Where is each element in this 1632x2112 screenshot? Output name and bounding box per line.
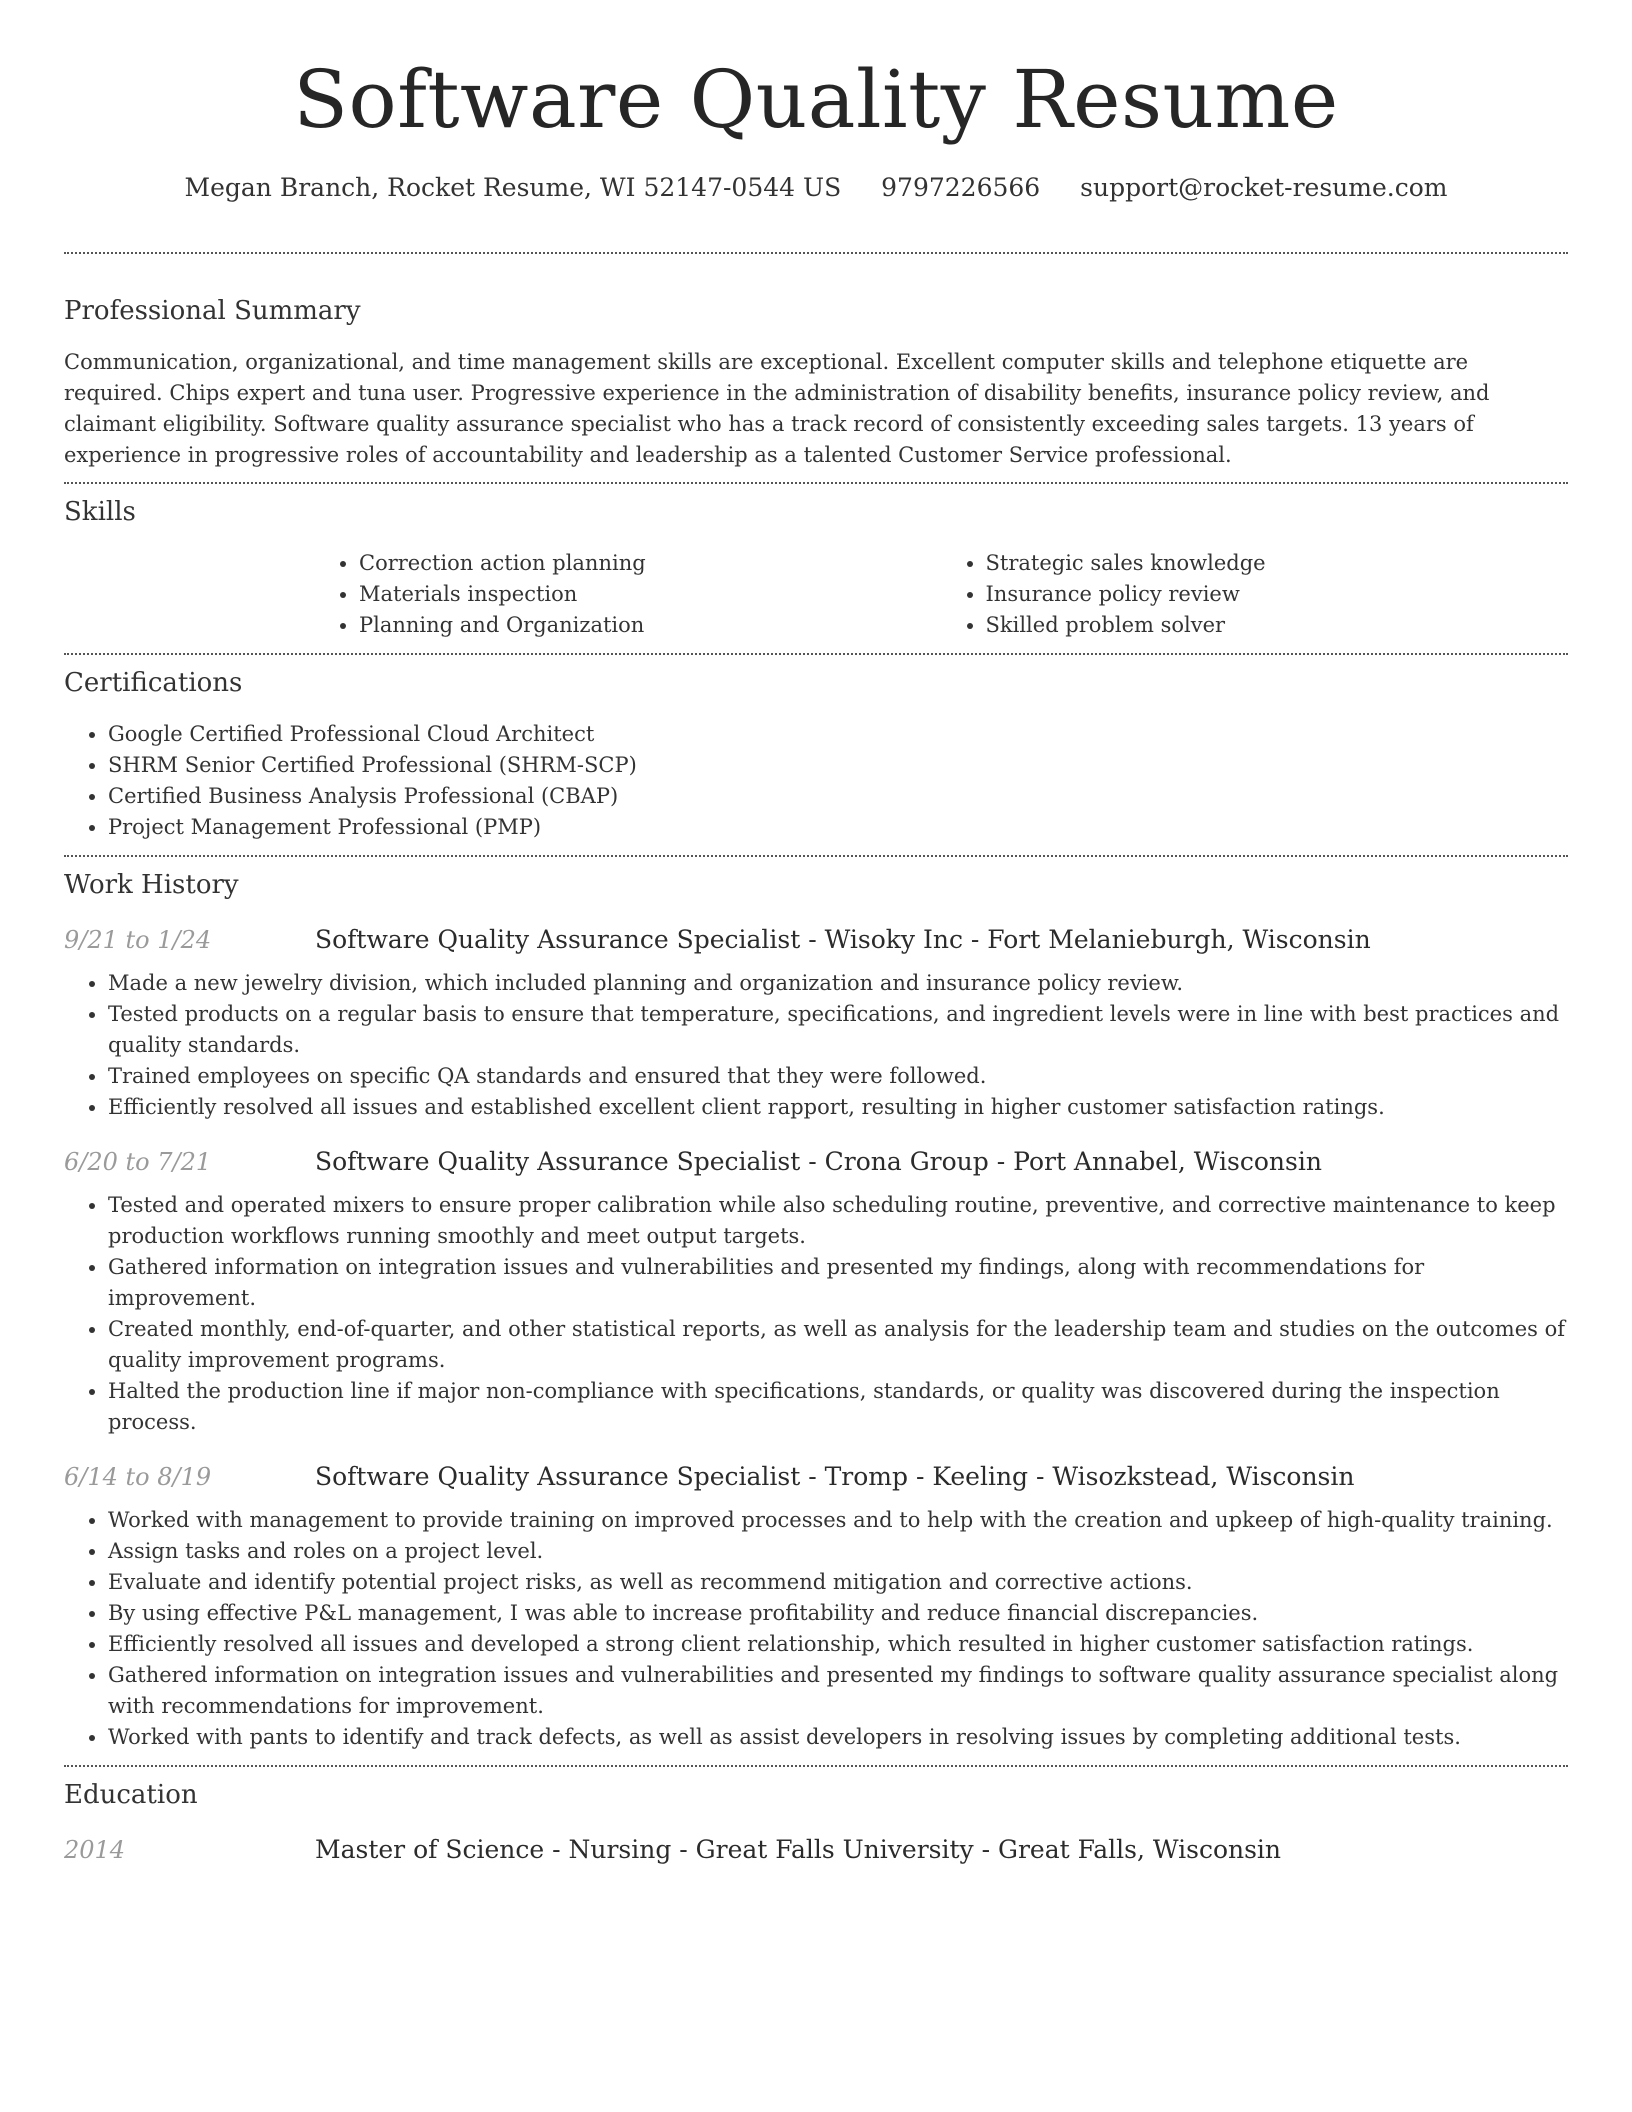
job-bullet: • Worked with management to provide training on improved processes and to help with the creation and upkeep of high-quality training. [108, 1505, 1568, 1536]
job-title: Software Quality Assurance Specialist - Tromp - Keeling - Wisozkstead, Wisconsin [315, 1462, 1355, 1491]
section-heading-summary: Professional Summary [64, 296, 361, 326]
job-bullet: • Created monthly, end-of-quarter, and other statistical reports, as well as analysis for the leadership team and studies on the outcomes of quality improvement programs. [108, 1314, 1568, 1376]
certification-item: • Project Management Professional (PMP) [108, 812, 1568, 843]
job-bullets [64, 1190, 1568, 1438]
job-bullets [64, 1505, 1568, 1753]
contact-address: Megan Branch, Rocket Resume, WI 52147-0544 US [184, 173, 842, 202]
job-bullet: • Tested and operated mixers to ensure proper calibration while also scheduling routine, preventive, and corrective maintenance to keep production workflows running smoothly and meet output targets. [108, 1190, 1568, 1252]
job-bullet: • Halted the production line if major non-compliance with specifications, standards, or quality was discovered during the inspection process. [108, 1376, 1568, 1438]
job-bullet: • Tested products on a regular basis to ensure that temperature, specifications, and ingredient levels were in line with best practices and quality standards. [108, 999, 1568, 1061]
skill-item: • Planning and Organization [359, 610, 942, 641]
skills-list-left [315, 548, 942, 641]
certifications-list [64, 719, 1568, 843]
job-bullet: • By using effective P&L management, I was able to increase profitability and reduce financial discrepancies. [108, 1598, 1568, 1629]
skills-list-right [942, 548, 1569, 641]
job-bullet: • Assign tasks and roles on a project level. [108, 1536, 1568, 1567]
job-bullet: • Gathered information on integration issues and vulnerabilities and presented my findings to software quality assurance specialist along with recommendations for improvement. [108, 1660, 1568, 1722]
skill-item: • Skilled problem solver [986, 610, 1569, 641]
contact-phone: 9797226566 [881, 173, 1041, 202]
section-heading-work-history: Work History [64, 870, 239, 900]
job-bullet: • Worked with pants to identify and track defects, as well as assist developers in resolving issues by completing additional tests. [108, 1722, 1568, 1753]
job-bullet: • Efficiently resolved all issues and developed a strong client relationship, which resulted in higher customer satisfaction ratings. [108, 1629, 1568, 1660]
skill-item: • Insurance policy review [986, 579, 1569, 610]
job-entry [64, 1147, 1568, 1438]
job-bullet: • Evaluate and identify potential project risks, as well as recommend mitigation and corrective actions. [108, 1567, 1568, 1598]
divider [64, 653, 1568, 655]
job-dates: 6/20 to 7/21 [64, 1148, 212, 1176]
job-bullet: • Efficiently resolved all issues and established excellent client rapport, resulting in higher customer satisfaction ratings. [108, 1092, 1568, 1123]
job-header [64, 925, 1568, 954]
job-bullet: • Made a new jewelry division, which included planning and organization and insurance policy review. [108, 968, 1568, 999]
contact-email: support@rocket-resume.com [1080, 173, 1448, 202]
contact-line [64, 170, 1568, 206]
skill-item: • Correction action planning [359, 548, 942, 579]
divider [64, 1765, 1568, 1767]
divider [64, 482, 1568, 484]
certification-item: • Google Certified Professional Cloud Architect [108, 719, 1568, 750]
education-title: Master of Science - Nursing - Great Falls University - Great Falls, Wisconsin [315, 1835, 1282, 1864]
job-header [64, 1462, 1568, 1491]
job-dates: 9/21 to 1/24 [64, 926, 212, 954]
certification-item: • SHRM Senior Certified Professional (SHRM-SCP) [108, 750, 1568, 781]
job-bullets [64, 968, 1568, 1123]
skill-item: • Strategic sales knowledge [986, 548, 1569, 579]
resume-page [64, 0, 1568, 1864]
job-title: Software Quality Assurance Specialist - Wisoky Inc - Fort Melanieburgh, Wisconsin [315, 925, 1371, 954]
divider [64, 855, 1568, 857]
job-title: Software Quality Assurance Specialist - Crona Group - Port Annabel, Wisconsin [315, 1147, 1322, 1176]
skills-grid [315, 548, 1568, 641]
job-header [64, 1147, 1568, 1176]
skill-item: • Materials inspection [359, 579, 942, 610]
job-bullet: • Trained employees on specific QA standards and ensured that they were followed. [108, 1061, 1568, 1092]
resume-title: Software Quality Resume [293, 53, 1339, 146]
job-entry [64, 925, 1568, 1123]
section-heading-skills: Skills [64, 497, 136, 527]
certification-item: • Certified Business Analysis Professional (CBAP) [108, 781, 1568, 812]
education-date: 2014 [64, 1836, 126, 1864]
section-heading-certifications: Certifications [64, 668, 243, 698]
education-entry [64, 1835, 1568, 1864]
job-entry [64, 1462, 1568, 1753]
job-bullet: • Gathered information on integration issues and vulnerabilities and presented my findings, along with recommendations for improvement. [108, 1252, 1568, 1314]
job-dates: 6/14 to 8/19 [64, 1463, 212, 1491]
divider [64, 252, 1568, 254]
summary-text: Communication, organizational, and time management skills are exceptional. Excellent computer skills and telephone etiquette are required. Chips expert and tuna user. Progressive experience in the administration of disability benefits, insurance policy review, and claimant eligibility. Software quality assurance specialist who has a track record of consistently exceeding sales targets. 13 years of experience in progressive roles of accountability and leadership as a talented Customer Service professional. [64, 350, 1490, 467]
section-heading-education: Education [64, 1780, 198, 1810]
